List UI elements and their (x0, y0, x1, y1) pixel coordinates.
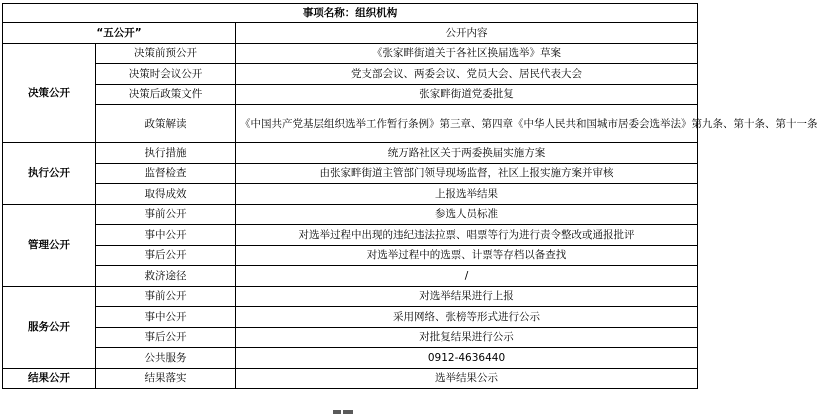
group-label: 决策公开 (3, 43, 96, 143)
table-row (3, 105, 698, 143)
item-content: 选举结果公示 (236, 368, 698, 389)
table-row (3, 184, 698, 205)
table-row (3, 43, 698, 64)
item-label: 结果落实 (96, 368, 236, 389)
table-row (3, 286, 698, 307)
disclosure-table (2, 3, 818, 389)
item-label: 决策前预公开 (96, 43, 236, 64)
item-label: 公共服务 (96, 348, 236, 369)
item-label: 救济途径 (96, 266, 236, 287)
item-content: 党支部会议、两委会议、党员大会、居民代表大会 (236, 64, 698, 85)
table-row (3, 307, 698, 328)
table-row (3, 84, 698, 105)
header-content: 公开内容 (236, 23, 698, 44)
item-content: 对选举过程中的选票、计票等存档以备查找 (236, 245, 698, 266)
item-content: 由张家畔街道主管部门领导现场监督，社区上报实施方案并审核 (236, 163, 698, 184)
item-content: / (236, 266, 698, 287)
table-row (3, 64, 698, 85)
header-five-disclosures: “五公开” (3, 23, 236, 44)
item-label: 事前公开 (96, 286, 236, 307)
group-label: 管理公开 (3, 204, 96, 286)
table-row (3, 225, 698, 246)
table-row (3, 245, 698, 266)
table-row (3, 327, 698, 348)
table-row (3, 204, 698, 225)
table-row (3, 143, 698, 164)
item-content: 《张家畔街道关于各社区换届选举》草案 (236, 43, 698, 64)
item-content: 张家畔街道党委批复 (236, 84, 698, 105)
item-content: 对选举结果进行上报 (236, 286, 698, 307)
item-content: 对批复结果进行公示 (236, 327, 698, 348)
group-label: 执行公开 (3, 143, 96, 205)
item-label: 决策后政策文件 (96, 84, 236, 105)
header-row (3, 23, 698, 44)
group-label: 服务公开 (3, 286, 96, 368)
item-content: 0912-4636440 (236, 348, 698, 369)
group-label: 结果公开 (3, 368, 96, 389)
item-label: 取得成效 (96, 184, 236, 205)
item-label: 事中公开 (96, 307, 236, 328)
item-content: 上报选举结果 (236, 184, 698, 205)
table-body (3, 4, 818, 389)
item-label: 事后公开 (96, 245, 236, 266)
item-label: 执行措施 (96, 143, 236, 164)
item-label: 事后公开 (96, 327, 236, 348)
item-content: 《中国共产党基层组织选举工作暂行条例》第三章、第四章《中华人民共和国城市居委会选举法》第九条、第十条、第十一条 (236, 105, 698, 143)
table-row (3, 348, 698, 369)
item-content: 统万路社区关于两委换届实施方案 (236, 143, 698, 164)
table-row (3, 368, 698, 389)
item-content: 采用网络、张榜等形式进行公示 (236, 307, 698, 328)
item-label: 监督检查 (96, 163, 236, 184)
item-label: 事前公开 (96, 204, 236, 225)
item-label: 决策时会议公开 (96, 64, 236, 85)
table-row (3, 163, 698, 184)
item-label: 事中公开 (96, 225, 236, 246)
title-row (3, 4, 698, 23)
scroll-handle[interactable] (333, 399, 363, 405)
item-content: 参选人员标准 (236, 204, 698, 225)
table-row (3, 266, 698, 287)
table-title: 事项名称：组织机构 (3, 4, 698, 23)
item-label: 政策解读 (96, 105, 236, 143)
item-content: 对选举过程中出现的违纪违法拉票、唱票等行为进行责令整改或通报批评 (236, 225, 698, 246)
